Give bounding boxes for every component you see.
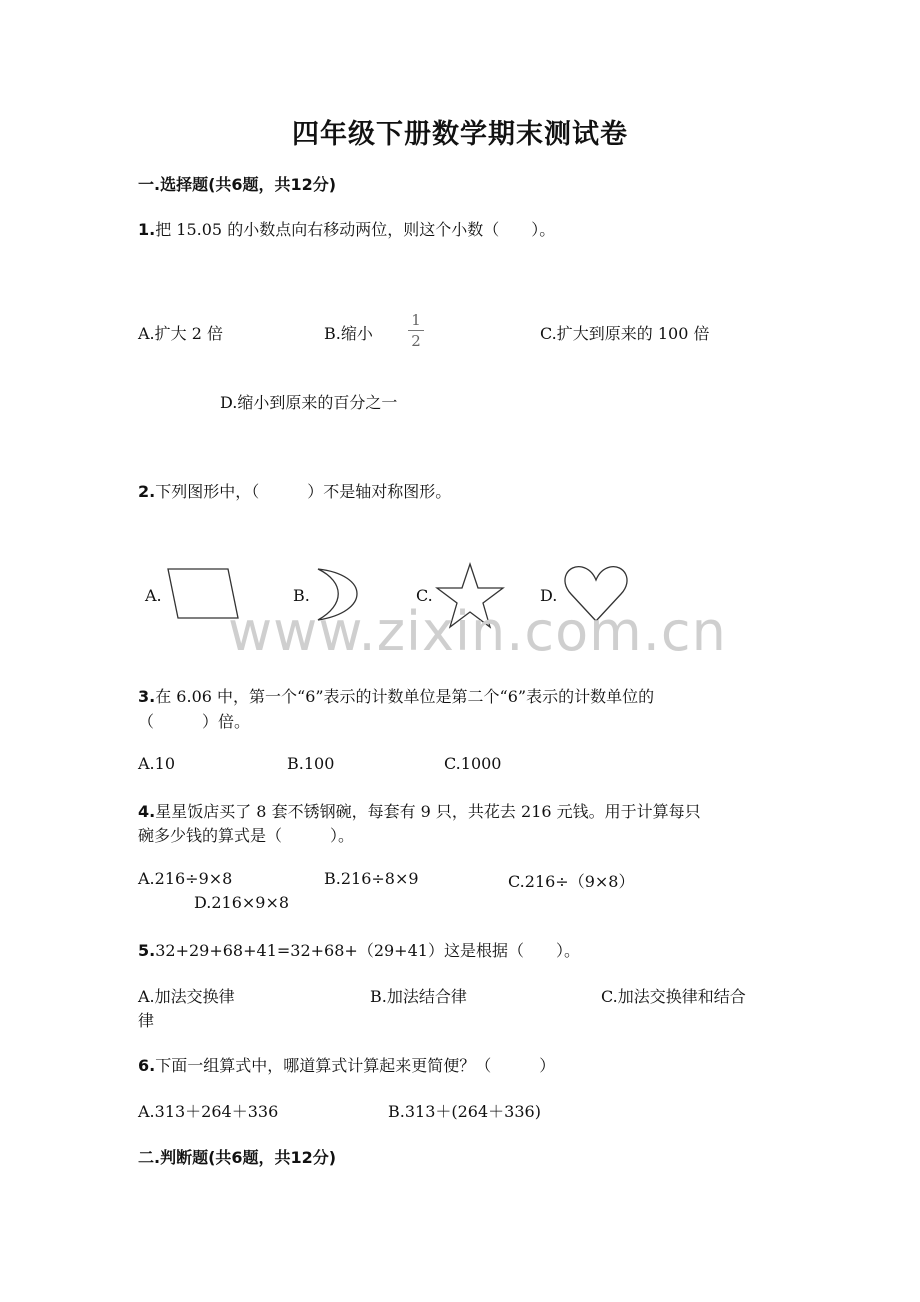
option-3a: A.10 <box>138 754 175 773</box>
option-3c: C.1000 <box>444 754 502 773</box>
option-2a-label: A. <box>145 586 162 605</box>
question-number: 3. <box>138 687 156 706</box>
watermark: www.zixin.com.cn <box>228 600 727 663</box>
option-3b: B.100 <box>287 754 335 773</box>
option-5a: A.加法交换律 <box>138 987 235 1006</box>
question-number: 2. <box>138 482 156 501</box>
section-heading-judge: 二.判断题(共6题，共12分) <box>138 1148 337 1167</box>
question-4 <box>138 799 701 822</box>
option-4b: B.216÷8×9 <box>324 869 419 888</box>
option-1b: B.缩小 <box>324 324 373 343</box>
option-5c-wrap: 律 <box>138 1011 155 1030</box>
option-2d-label: D. <box>540 586 558 605</box>
question-number: 4. <box>138 802 156 821</box>
section-heading-choice: 一.选择题(共6题，共12分) <box>138 175 337 194</box>
option-2b-label: B. <box>293 586 310 605</box>
question-4-line2: 碗多少钱的算式是（ ）。 <box>138 826 355 845</box>
option-1a: A.扩大 2 倍 <box>138 324 223 343</box>
question-text: 下面一组算式中，哪道算式计算起来更简便？（ ） <box>155 1056 556 1075</box>
option-5b: B.加法结合律 <box>370 987 467 1006</box>
question-text: 星星饭店买了 8 套不锈钢碗，每套有 9 只，共花去 216 元钱。用于计算每只 <box>155 802 701 821</box>
question-text: 把 15.05 的小数点向右移动两位，则这个小数（ ）。 <box>155 220 556 239</box>
question-3-line2: （ ）倍。 <box>138 712 251 731</box>
question-text: 32+29+68+41=32+68+（29+41）这是根据（ ）。 <box>155 941 580 960</box>
question-text: 在 6.06 中，第一个“6”表示的计数单位是第二个“6”表示的计数单位的 <box>155 687 655 706</box>
question-number: 6. <box>138 1056 156 1075</box>
option-1d: D.缩小到原来的百分之一 <box>220 393 398 412</box>
option-6b: B.313＋(264＋336) <box>388 1102 541 1121</box>
option-6a: A.313＋264＋336 <box>138 1102 279 1121</box>
page-title: 四年级下册数学期末测试卷 <box>292 119 628 150</box>
option-4c: C.216÷（9×8） <box>508 872 635 891</box>
fraction-numerator: 1 <box>411 311 421 329</box>
option-1c: C.扩大到原来的 100 倍 <box>540 324 710 343</box>
question-text: 下列图形中，（ ）不是轴对称图形。 <box>155 482 452 501</box>
question-3 <box>138 684 654 707</box>
option-4d: D.216×9×8 <box>194 893 290 912</box>
question-number: 1. <box>138 220 156 239</box>
option-4a: A.216÷9×8 <box>138 869 233 888</box>
question-5 <box>138 938 580 961</box>
option-2c-label: C. <box>416 586 433 605</box>
question-number: 5. <box>138 941 156 960</box>
fraction-denominator: 2 <box>411 332 421 350</box>
question-6 <box>138 1053 555 1076</box>
option-5c: C.加法交换律和结合 <box>601 987 746 1006</box>
